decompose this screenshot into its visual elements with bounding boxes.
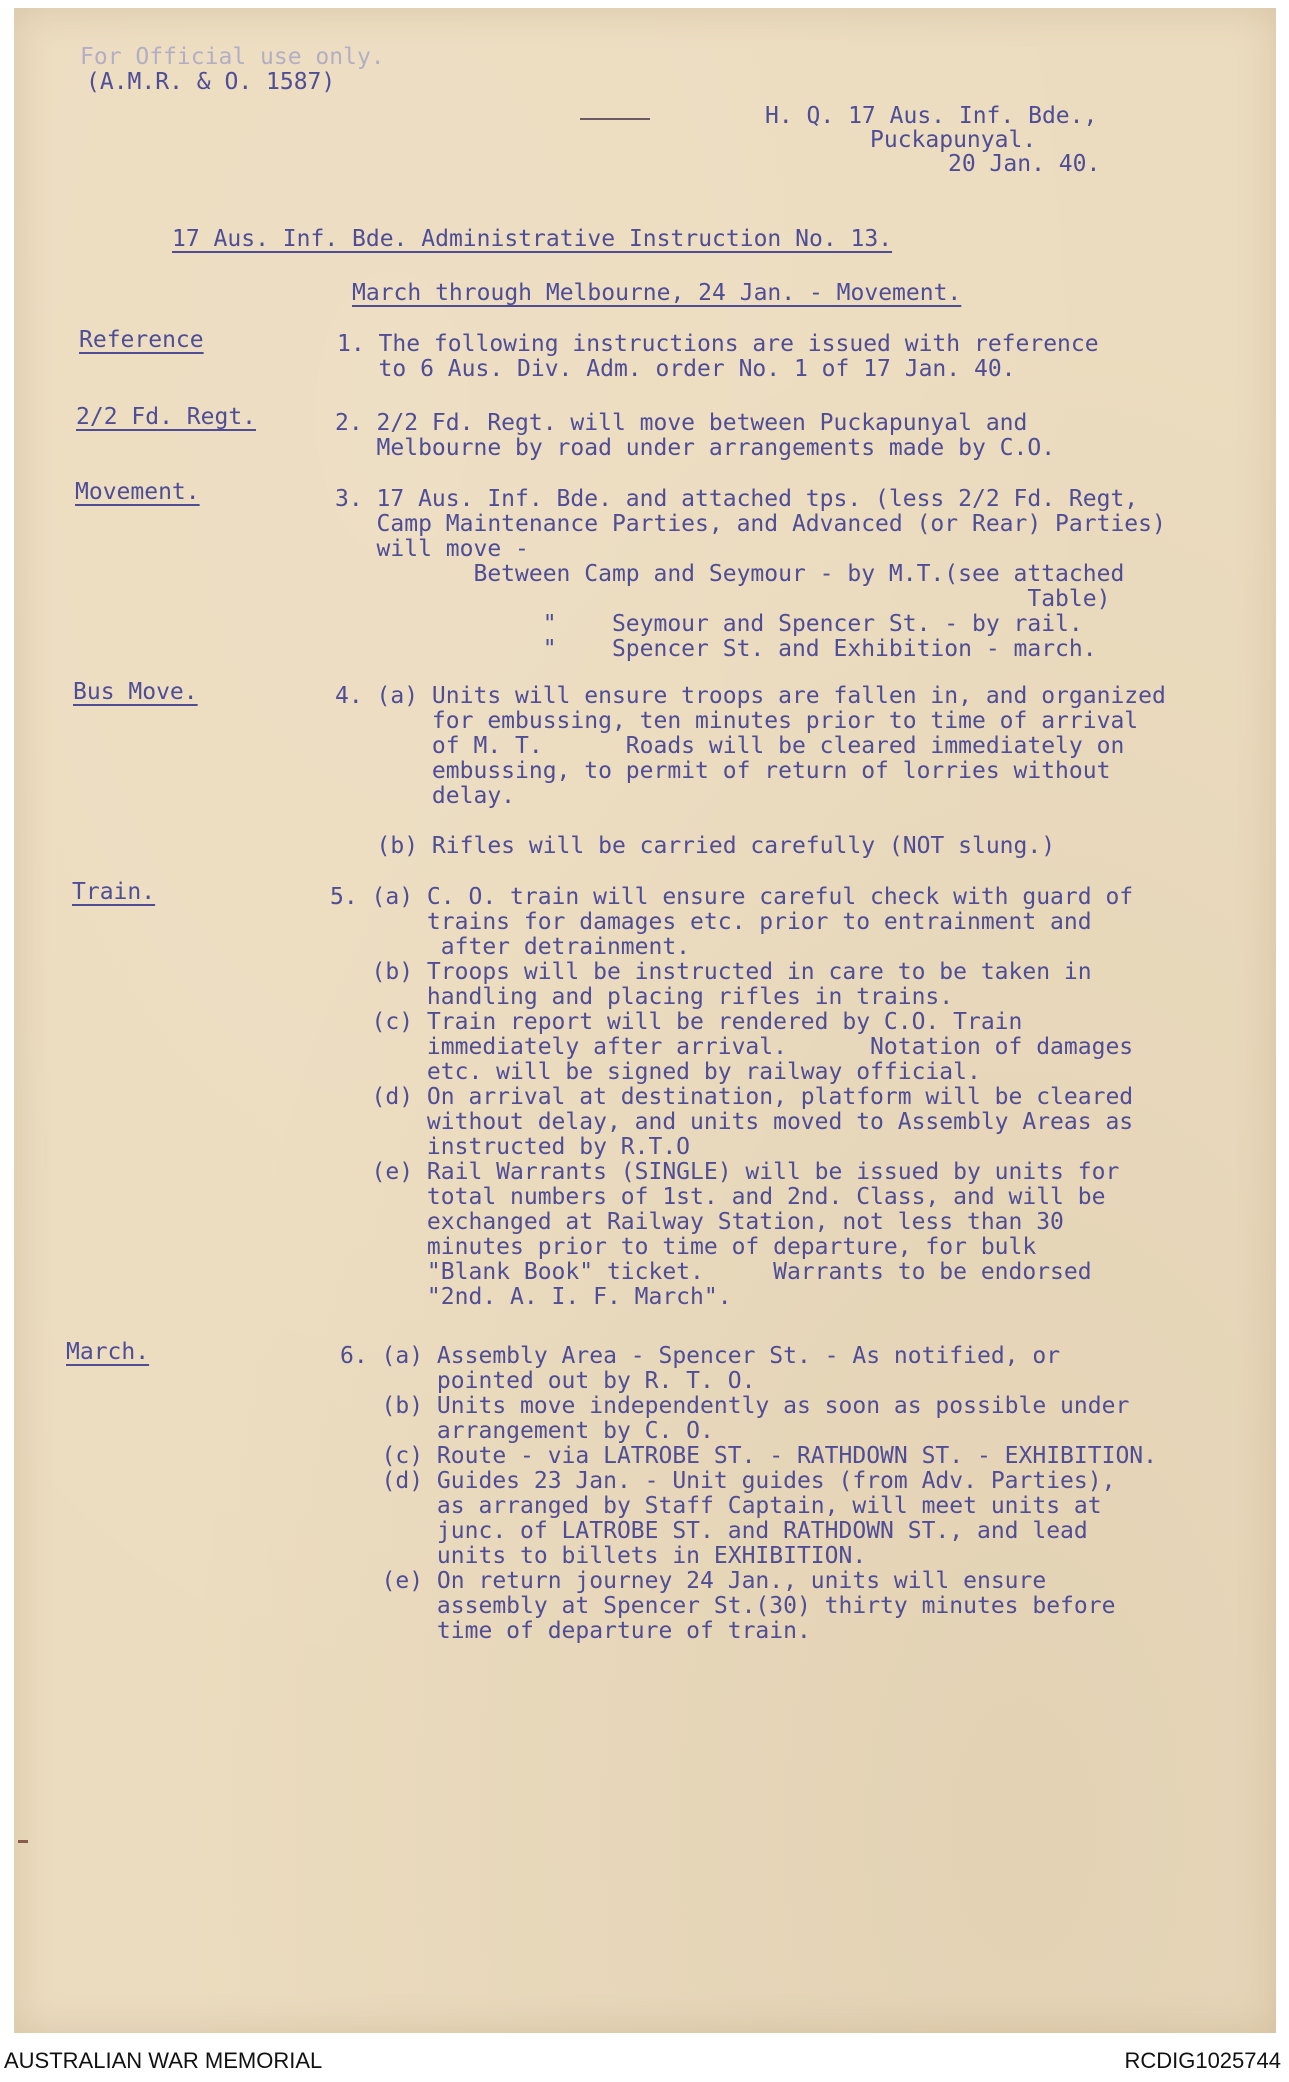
document-subtitle: March through Melbourne, 24 Jan. - Movement. [352, 280, 962, 306]
hq-address-line1: H. Q. 17 Aus. Inf. Bde., [765, 103, 1098, 129]
heading-bus-move: Bus Move. [73, 679, 198, 705]
document-title: 17 Aus. Inf. Bde. Administrative Instruction No. 13. [172, 226, 893, 252]
pen-dash-mark [580, 118, 650, 120]
footer-record-id: RCDIG1025744 [1124, 2048, 1281, 2073]
para-bus-move: 4. (a) Units will ensure troops are fallen in, and organized for embussing, ten minutes prior to time of arrival of M. T. Roads will be cleared immediately on embussing, to permit of return of lorries without delay. (b) Rifles will be carried carefully (NOT slung.) [335, 683, 1166, 859]
heading-movement: Movement. [75, 479, 200, 505]
footer-archive-name: AUSTRALIAN WAR MEMORIAL [4, 2048, 323, 2073]
form-reference: (A.M.R. & O. 1587) [86, 69, 336, 95]
heading-fd-regt: 2/2 Fd. Regt. [76, 404, 257, 430]
heading-march: March. [66, 1339, 150, 1365]
hq-date: 20 Jan. 40. [948, 151, 1101, 177]
edge-stain-mark [18, 1840, 28, 1843]
classification-stamp: For Official use only. [80, 44, 385, 70]
para-reference: 1. The following instructions are issued with reference to 6 Aus. Div. Adm. order No. 1 of 17 Jan. 40. [337, 331, 1099, 382]
para-march: 6. (a) Assembly Area - Spencer St. - As notified, or pointed out by R. T. O. (b) Units move independently as soon as possible under arrangement by C. O. (c) Route - via LATROBE ST. - RATHDOWN ST. - EXHIBITION. (d) Guides 23 Jan. - Unit guides (from Adv. Parties), as arranged by Staff Captain, will meet units at junc. of LATROBE ST. and RATHDOWN ST., and lead units to billets in EXHIBITION. (e) On return journey 24 Jan., units will ensure assembly at Spencer St.(30) thirty minutes before time of departure of train. [340, 1343, 1157, 1644]
heading-reference: Reference [79, 327, 204, 353]
para-movement: 3. 17 Aus. Inf. Bde. and attached tps. (less 2/2 Fd. Regt, Camp Maintenance Parties, and Advanced (or Rear) Parties) will move - Between Camp and Seymour - by M.T.(see attached Table) " Seymour and Spencer St. - by rail. " Spencer St. and Exhibition - march. [335, 486, 1166, 662]
hq-address-line2: Puckapunyal. [870, 127, 1037, 153]
heading-train: Train. [72, 879, 156, 905]
para-fd-regt: 2. 2/2 Fd. Regt. will move between Puckapunyal and Melbourne by road under arrangements made by C.O. [335, 410, 1056, 461]
para-train: 5. (a) C. O. train will ensure careful check with guard of trains for damages etc. prior to entrainment and after detrainment. (b) Troops will be instructed in care to be taken in handling and placing rifles in trains. (c) Train report will be rendered by C.O. Train immediately after arrival. Notation of damages etc. will be signed by railway official. (d) On arrival at destination, platform will be cleared without delay, and units moved to Assembly Areas as instructed by R.T.O (e) Rail Warrants (SINGLE) will be issued by units for total numbers of 1st. and 2nd. Class, and will be exchanged at Railway Station, not less than 30 minutes prior to time of departure, for bulk "Blank Book" ticket. Warrants to be endorsed "2nd. A. I. F. March". [330, 884, 1134, 1310]
